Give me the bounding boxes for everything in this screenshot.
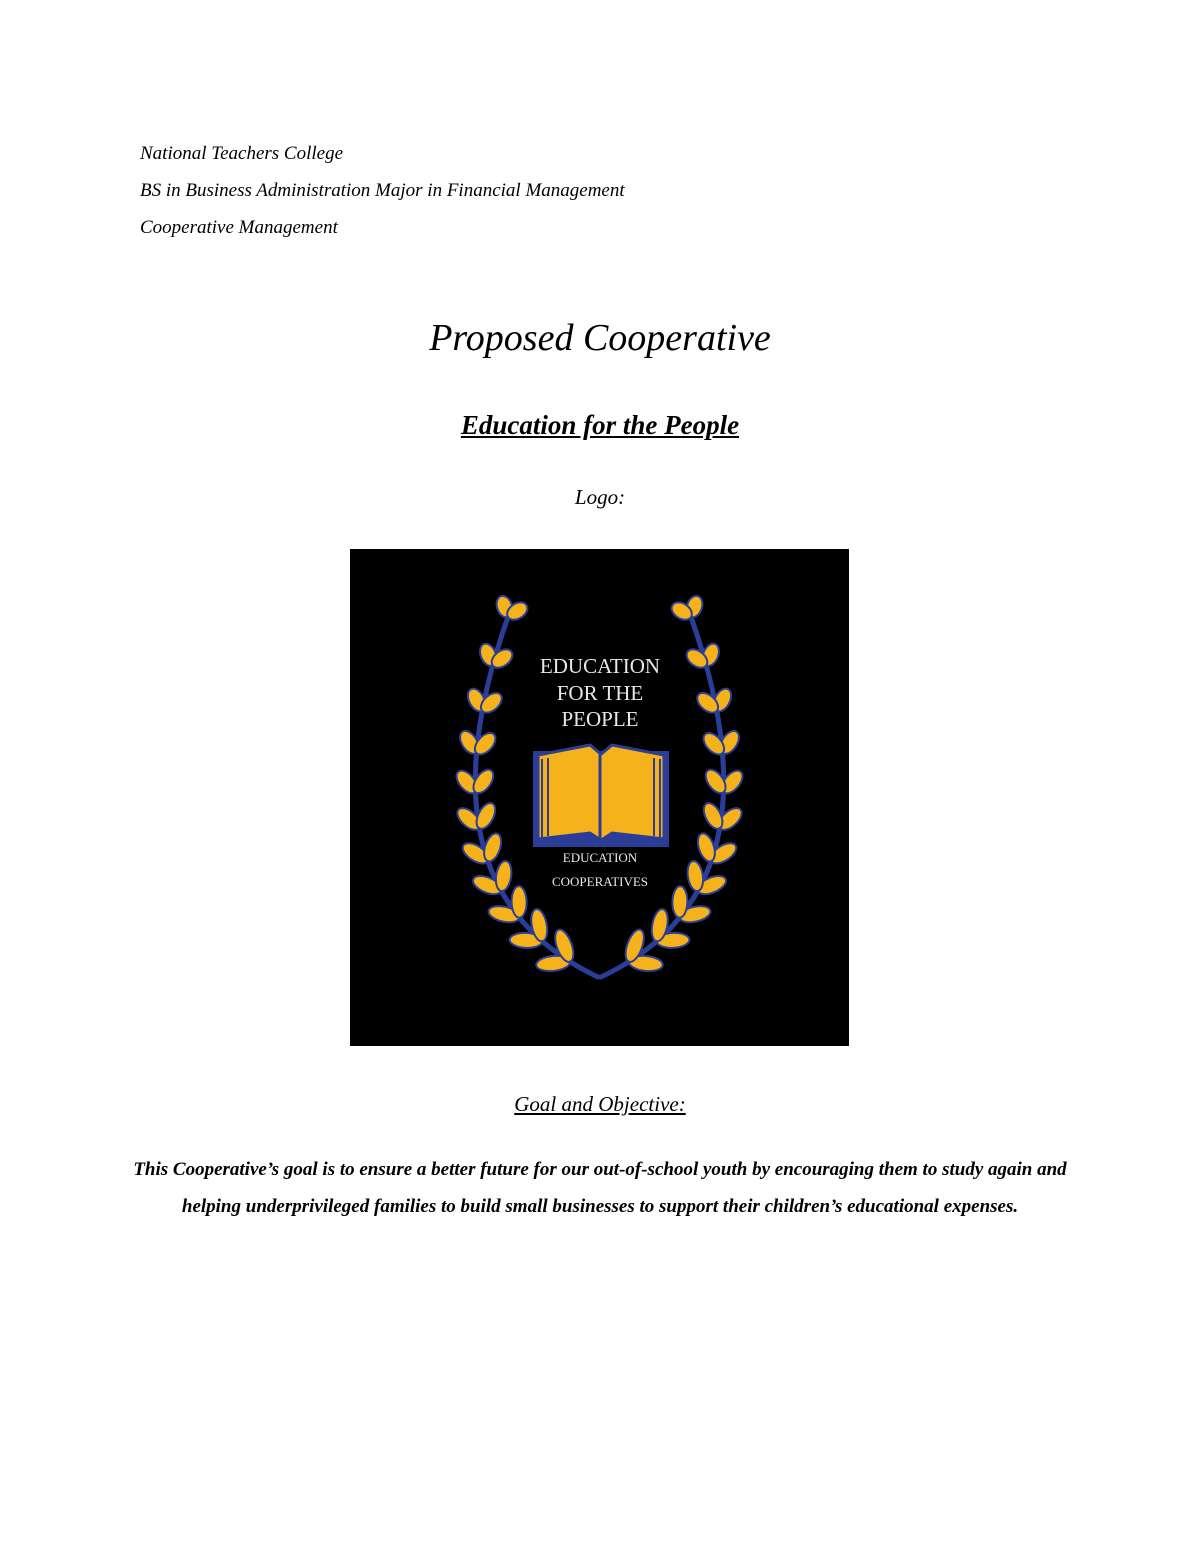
book-icon bbox=[533, 745, 669, 847]
program-name: BS in Business Administration Major in Financial Management bbox=[140, 180, 625, 201]
course-name: Cooperative Management bbox=[140, 217, 338, 238]
logo-label: Logo: bbox=[574, 485, 626, 509]
cooperative-name: Education for the People bbox=[460, 410, 740, 440]
document-title: Proposed Cooperative bbox=[429, 317, 771, 359]
logo-bottom-text-line2: COOPERATIVES bbox=[551, 874, 649, 889]
laurel-leaf bbox=[511, 886, 527, 918]
logo-bottom-text-line1: EDUCATION bbox=[562, 850, 638, 865]
logo-text-line3: PEOPLE bbox=[561, 707, 639, 731]
laurel-leaf bbox=[672, 886, 688, 918]
goal-heading: Goal and Objective: bbox=[514, 1092, 686, 1116]
laurel-book-emblem bbox=[350, 549, 849, 1046]
cooperative-logo bbox=[350, 549, 849, 1046]
institution-name: National Teachers College bbox=[140, 143, 344, 164]
logo-text-line1: EDUCATION bbox=[539, 654, 661, 678]
logo-text-line2: FOR THE bbox=[556, 681, 644, 705]
goal-text: This Cooperative’s goal is to ensure a better future for our out-of-school youth by encouraging them to study again and helping underprivileged families to build small businesses to support their children’s educational expenses. bbox=[133, 1159, 1067, 1217]
